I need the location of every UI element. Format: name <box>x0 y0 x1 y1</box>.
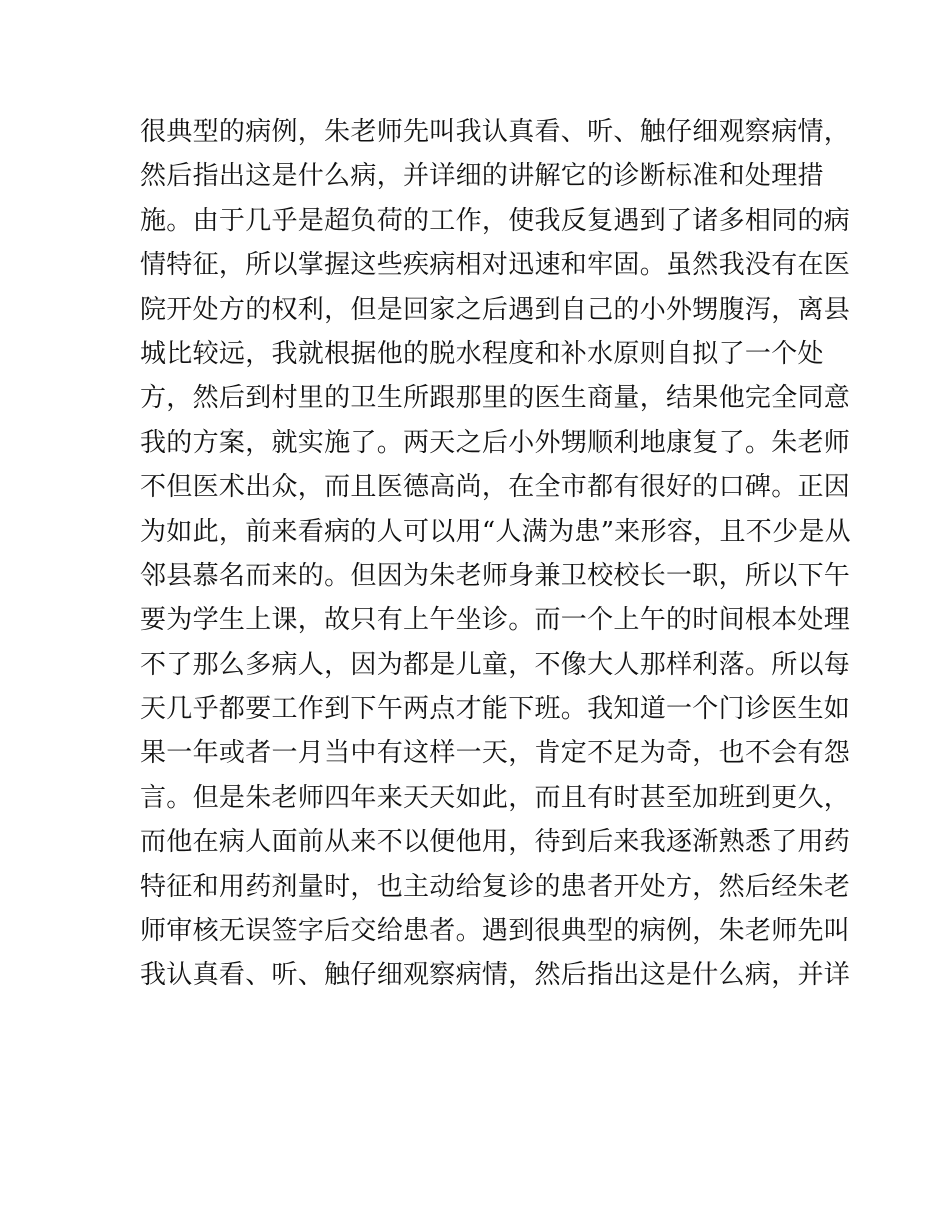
text-line: 不了那么多病人，因为都是儿童，不像大人那样利落。所以每 <box>140 649 851 680</box>
text-line: 天几乎都要工作到下午两点才能下班。我知道一个门诊医生如 <box>140 694 851 725</box>
text-line: 师审核无误签字后交给患者。遇到很典型的病例，朱老师先叫 <box>140 916 851 947</box>
text-line: 要为学生上课，故只有上午坐诊。而一个上午的时间根本处理 <box>140 605 851 636</box>
text-line: 不但医术出众，而且医德高尚，在全市都有很好的口碑。正因 <box>140 472 851 503</box>
text-line: 然后指出这是什么病，并详细的讲解它的诊断标准和处理措 <box>140 161 824 192</box>
text-line: 我的方案，就实施了。两天之后小外甥顺利地康复了。朱老师 <box>140 427 851 458</box>
text-line: 情特征，所以掌握这些疾病相对迅速和牢固。虽然我没有在医 <box>140 250 851 281</box>
text-line: 特征和用药剂量时，也主动给复诊的患者开处方，然后经朱老 <box>140 871 851 902</box>
text-line: 我认真看、听、触仔细观察病情，然后指出这是什么病，并详 <box>140 960 851 991</box>
text-line: 为如此，前来看病的人可以用“人满为患”来形容，且不少是从 <box>140 516 851 547</box>
text-line: 果一年或者一月当中有这样一天，肯定不足为奇，也不会有怨 <box>140 738 851 769</box>
text-line: 很典型的病例，朱老师先叫我认真看、听、触仔细观察病情， <box>140 117 851 147</box>
text-line: 邻县慕名而来的。但因为朱老师身兼卫校校长一职，所以下午 <box>140 560 851 591</box>
body-paragraph <box>140 110 851 998</box>
text-line: 方，然后到村里的卫生所跟那里的医生商量，结果他完全同意 <box>140 383 851 414</box>
text-line: 院开处方的权利，但是回家之后遇到自己的小外甥腹泻，离县 <box>140 294 851 325</box>
text-line: 城比较远，我就根据他的脱水程度和补水原则自拟了一个处 <box>140 338 824 369</box>
text-line: 而他在病人面前从来不以便他用，待到后来我逐渐熟悉了用药 <box>140 827 851 858</box>
text-line: 言。但是朱老师四年来天天如此，而且有时甚至加班到更久， <box>140 782 851 813</box>
text-line: 施。由于几乎是超负荷的工作，使我反复遇到了诸多相同的病 <box>140 205 851 236</box>
